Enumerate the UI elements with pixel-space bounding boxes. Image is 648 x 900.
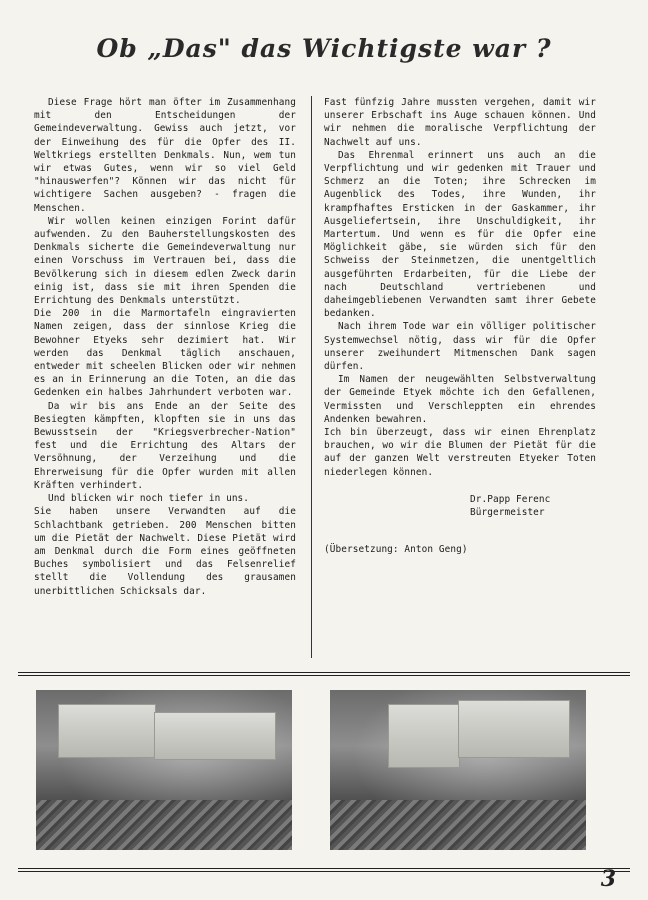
divider-top-inner <box>18 675 630 676</box>
left-paragraph-1: Diese Frage hört man öfter im Zusammenhang mit den Entscheidungen der Gemeindeverwaltung. Gewiss auch jetzt, vor der Einweihung des für die Opfer des II. Weltkriegs erstellten Denkmals. Nun, wem tun wir etwas Gutes, wenn wir so viel Geld "hinauswerfen"? Können wir das nicht für wichtigere Sachen ausgeben? - fragen die Menschen. <box>34 97 296 214</box>
memorial-wall-shape <box>458 700 570 758</box>
article-column-left <box>34 96 296 598</box>
right-paragraph-5: Ich bin überzeugt, dass wir einen Ehrenplatz brauchen, wo wir die Blumen der Pietät für die auf der ganzen Welt verstreuten Etyeker Toten niederlegen können. <box>324 427 596 478</box>
construction-rubble <box>36 800 292 850</box>
left-paragraph-3: Die 200 in die Marmortafeln eingravierten Namen zeigen, dass der sinnlose Krieg die Bewohner Etyeks sehr dezimiert hat. Wir werden das Denkmal täglich anschauen, entweder mit scheelen Blicken oder wir nehmen es an in Erinnerung an die Toten, an die das Gedenken ein halbes Jahrhundert verboten war. <box>34 308 296 399</box>
right-paragraph-3: Nach ihrem Tode war ein völliger politischer Systemwechsel nötig, dass wir für die Opfer unserer zweihundert Mitmenschen Dank sagen dürfen. <box>324 321 596 373</box>
right-paragraph-2: Das Ehrenmal erinnert uns auch an die Verpflichtung und wir gedenken mit Trauer und Schmerz an die Toten; ihre Schrecken im Augenblick des Todes, ihre Wunden, ihr krampfhaftes Ersticken in der Gaskammer, ihr Ausgeliefertsein, ihre Unschuldigkeit, ihr Martertum. Und wenn es für die Opfer eine Möglichkeit gäbe, sie würden sich für den Schweiss der Steinmetzen, die unentgeltlich ausgeführten Erdarbeiten, für die Liebe der nach Deutschland vertriebenen und daheimgebliebenen Verwandten samt ihrer Gebete bedanken. <box>324 149 596 320</box>
signature-name: Dr.Papp Ferenc <box>470 493 551 505</box>
memorial-photo-left <box>36 690 292 850</box>
signature-block <box>324 493 596 519</box>
memorial-wall-shape <box>58 704 156 758</box>
memorial-photo-right <box>330 690 586 850</box>
left-paragraph-6: Sie haben unsere Verwandten auf die Schlachtbank getrieben. 200 Menschen bitten um die Pietät der Nachwelt. Diese Pietät wird am Denkmal durch die Form eines geöffneten Buches symbolisiert und das Felsenrelief stellt die Vollendung des grausamen unerbittlichen Schicksals dar. <box>34 506 296 597</box>
page-title: Ob „Das" das Wichtigste war ? <box>96 34 552 63</box>
construction-rubble <box>330 800 586 850</box>
left-paragraph-2: Wir wollen keinen einzigen Forint dafür aufwenden. Zu den Bauherstellungskosten des Denkmals sicherte die Gemeindeverwaltung nur einen Vorschuss im Vertrauen bei, dass die Bevölkerung sich in diesem edlen Zweck darin einig ist, dass sie mit ihren Spenden die Errichtung des Denkmals unterstützt. <box>34 215 296 307</box>
right-paragraph-4: Im Namen der neugewählten Selbstverwaltung der Gemeinde Etyek möchte ich den Gefallenen, Vermissten und Verschleppten ein ehrendes Andenken bewahren. <box>324 374 596 425</box>
memorial-wall-shape <box>154 712 276 760</box>
page-number: 3 <box>600 866 616 892</box>
translator-credit: (Übersetzung: Anton Geng) <box>324 544 468 556</box>
signature-role: Bürgermeister <box>470 507 545 519</box>
article-column-right <box>324 96 596 557</box>
divider-bottom-inner <box>18 871 630 872</box>
memorial-wall-shape <box>388 704 460 768</box>
divider-bottom <box>18 868 630 869</box>
column-divider <box>311 96 312 658</box>
divider-top <box>18 672 630 673</box>
right-paragraph-1: Fast fünfzig Jahre mussten vergehen, damit wir unserer Erbschaft ins Auge schauen können. Und wir nehmen die moralische Verpflichtung der Nachwelt auf uns. <box>324 97 596 148</box>
left-paragraph-5: Und blicken wir noch tiefer in uns. <box>48 493 250 505</box>
left-paragraph-4: Da wir bis ans Ende an der Seite des Besiegten kämpften, klopften sie in uns das Bewusstsein der "Kriegsverbrecher-Nation" fest und die Errichtung des Altars der Versöhnung, der Verzeihung und die Ehrerweisung für die Opfer wurden mit allen Kräften verhindert. <box>34 400 296 491</box>
